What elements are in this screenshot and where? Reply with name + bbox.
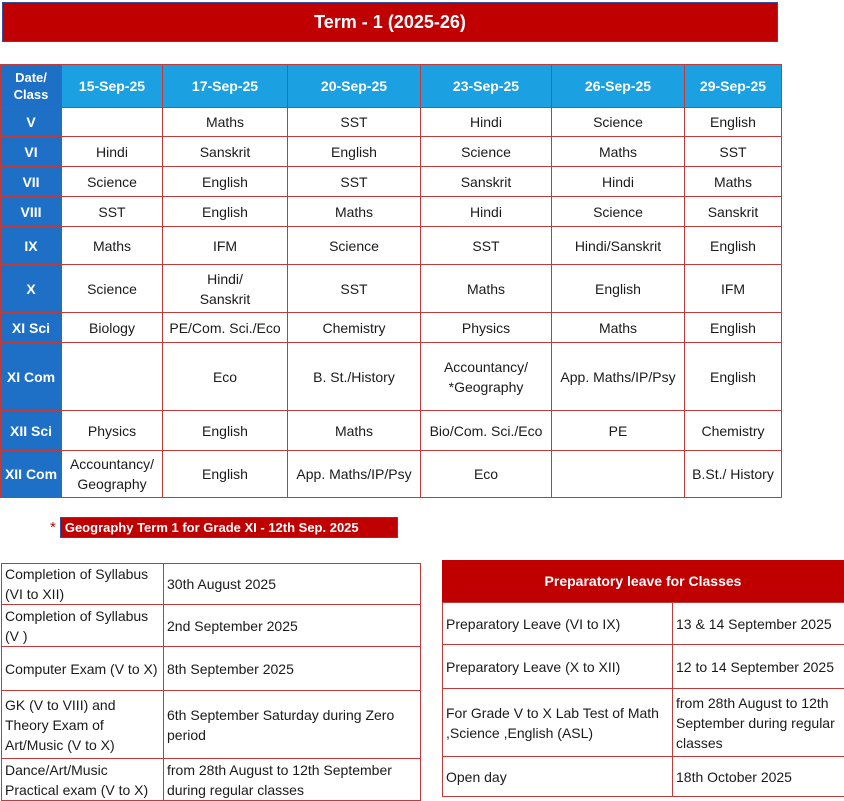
prep-leave-title: Preparatory leave for Classes — [442, 560, 844, 602]
note-text: Geography Term 1 for Grade XI - 12th Sep. 2025 — [60, 517, 398, 538]
prep-value: 12 to 14 September 2025 — [673, 645, 844, 689]
geography-note — [50, 517, 398, 538]
subject-cell: Hindi — [552, 167, 685, 197]
exam-schedule-table — [0, 64, 782, 498]
subject-cell: English — [163, 197, 288, 227]
subject-cell: SST — [685, 137, 782, 167]
subject-cell: SST — [288, 108, 421, 137]
table-row — [443, 689, 844, 757]
subject-cell: Physics — [62, 411, 163, 451]
date-header: 26-Sep-25 — [552, 65, 685, 108]
prep-label: Preparatory Leave (X to XII) — [443, 645, 673, 689]
subject-cell: English — [685, 343, 782, 411]
subject-cell: English — [685, 227, 782, 265]
subject-cell: Hindi/ Sanskrit — [163, 265, 288, 313]
date-header: 20-Sep-25 — [288, 65, 421, 108]
prep-value: 13 & 14 September 2025 — [673, 603, 844, 645]
class-cell: XI Com — [1, 343, 62, 411]
subject-cell: IFM — [685, 265, 782, 313]
subject-cell: Science — [288, 227, 421, 265]
table-row — [1, 313, 782, 343]
syllabus-info-table — [1, 563, 421, 801]
subject-cell: English — [685, 108, 782, 137]
subject-cell: Maths — [288, 411, 421, 451]
table-row — [443, 603, 844, 645]
subject-cell: English — [685, 313, 782, 343]
table-row — [443, 645, 844, 689]
table-row — [2, 691, 421, 759]
class-cell: XII Com — [1, 451, 62, 498]
info-label: Dance/Art/Music Practical exam (V to X) — [2, 759, 164, 801]
info-label: GK (V to VIII) and Theory Exam of Art/Music (V to X) — [2, 691, 164, 759]
subject-cell: Science — [552, 197, 685, 227]
subject-cell: Eco — [421, 451, 552, 498]
prep-label: Open day — [443, 757, 673, 797]
subject-cell: English — [163, 167, 288, 197]
corner-header: Date/ Class — [1, 65, 62, 108]
info-value: 6th September Saturday during Zero period — [164, 691, 421, 759]
subject-cell: SST — [421, 227, 552, 265]
table-row — [1, 265, 782, 313]
class-cell: V — [1, 108, 62, 137]
info-label: Completion of Syllabus (VI to XII) — [2, 564, 164, 605]
subject-cell: Physics — [421, 313, 552, 343]
info-value: from 28th August to 12th September during regular classes — [164, 759, 421, 801]
subject-cell: Science — [552, 108, 685, 137]
table-row — [1, 137, 782, 167]
prep-label: Preparatory Leave (VI to IX) — [443, 603, 673, 645]
table-row — [2, 605, 421, 647]
subject-cell: SST — [288, 265, 421, 313]
subject-cell: Science — [62, 167, 163, 197]
subject-cell: Hindi — [62, 137, 163, 167]
subject-cell: SST — [288, 167, 421, 197]
subject-cell — [552, 451, 685, 498]
subject-cell: Sanskrit — [163, 137, 288, 167]
subject-cell: Chemistry — [288, 313, 421, 343]
date-header: 29-Sep-25 — [685, 65, 782, 108]
subject-cell: Maths — [685, 167, 782, 197]
class-cell: VII — [1, 167, 62, 197]
asterisk-marker: * — [50, 519, 56, 536]
subject-cell: App. Maths/IP/Psy — [288, 451, 421, 498]
subject-cell: Maths — [288, 197, 421, 227]
subject-cell — [62, 108, 163, 137]
table-row — [1, 411, 782, 451]
table-row — [2, 759, 421, 801]
info-value: 30th August 2025 — [164, 564, 421, 605]
subject-cell: Maths — [552, 313, 685, 343]
class-cell: X — [1, 265, 62, 313]
subject-cell: Science — [421, 137, 552, 167]
subject-cell: Sanskrit — [421, 167, 552, 197]
table-row — [2, 564, 421, 605]
table-row — [1, 167, 782, 197]
prep-label: For Grade V to X Lab Test of Math ,Science ,English (ASL) — [443, 689, 673, 757]
class-cell: VIII — [1, 197, 62, 227]
subject-cell: Biology — [62, 313, 163, 343]
subject-cell: Hindi — [421, 108, 552, 137]
subject-cell: Hindi/Sanskrit — [552, 227, 685, 265]
subject-cell: Eco — [163, 343, 288, 411]
subject-cell: Maths — [62, 227, 163, 265]
subject-cell: PE/Com. Sci./Eco — [163, 313, 288, 343]
subject-cell: English — [163, 451, 288, 498]
prep-value: from 28th August to 12th September during regular classes — [673, 689, 844, 757]
class-cell: XII Sci — [1, 411, 62, 451]
info-label: Completion of Syllabus (V ) — [2, 605, 164, 647]
table-row — [1, 197, 782, 227]
prep-value: 18th October 2025 — [673, 757, 844, 797]
subject-cell: Maths — [421, 265, 552, 313]
class-cell: VI — [1, 137, 62, 167]
subject-cell: SST — [62, 197, 163, 227]
subject-cell — [62, 343, 163, 411]
subject-cell: Maths — [163, 108, 288, 137]
subject-cell: B.St./ History — [685, 451, 782, 498]
subject-cell: Bio/Com. Sci./Eco — [421, 411, 552, 451]
date-header: 17-Sep-25 — [163, 65, 288, 108]
subject-cell: Accountancy/ Geography — [62, 451, 163, 498]
table-header-row — [1, 65, 782, 108]
info-value: 2nd September 2025 — [164, 605, 421, 647]
subject-cell: Accountancy/ *Geography — [421, 343, 552, 411]
subject-cell: English — [288, 137, 421, 167]
class-cell: IX — [1, 227, 62, 265]
class-cell: XI Sci — [1, 313, 62, 343]
subject-cell: App. Maths/IP/Psy — [552, 343, 685, 411]
subject-cell: English — [552, 265, 685, 313]
subject-cell: Sanskrit — [685, 197, 782, 227]
table-row — [1, 451, 782, 498]
subject-cell: Chemistry — [685, 411, 782, 451]
date-header: 23-Sep-25 — [421, 65, 552, 108]
table-row — [1, 343, 782, 411]
subject-cell: IFM — [163, 227, 288, 265]
subject-cell: PE — [552, 411, 685, 451]
table-row — [2, 647, 421, 691]
table-row — [1, 108, 782, 137]
subject-cell: English — [163, 411, 288, 451]
subject-cell: B. St./History — [288, 343, 421, 411]
table-row — [443, 757, 844, 797]
info-value: 8th September 2025 — [164, 647, 421, 691]
page-title: Term - 1 (2025-26) — [2, 2, 778, 42]
info-label: Computer Exam (V to X) — [2, 647, 164, 691]
subject-cell: Maths — [552, 137, 685, 167]
date-header: 15-Sep-25 — [62, 65, 163, 108]
subject-cell: Hindi — [421, 197, 552, 227]
subject-cell: Science — [62, 265, 163, 313]
prep-leave-table — [442, 602, 844, 797]
table-row — [1, 227, 782, 265]
